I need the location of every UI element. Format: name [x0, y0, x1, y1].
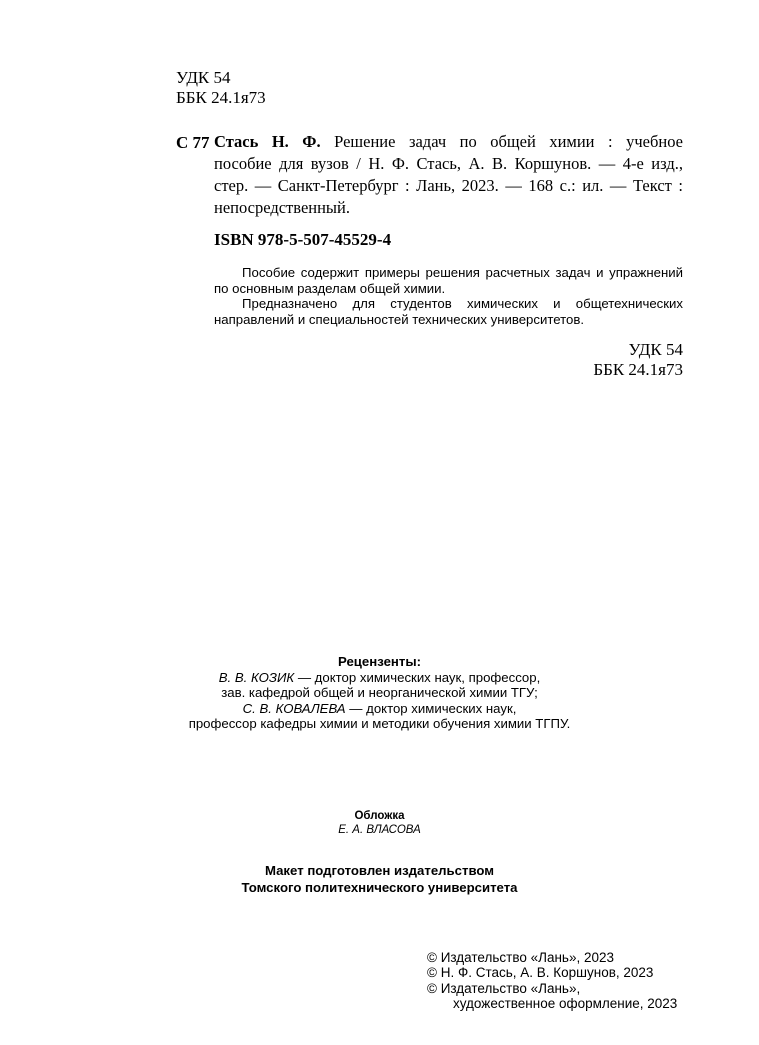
bbk-code-bottom: ББК 24.1я73: [593, 360, 683, 379]
udk-code-bottom: УДК 54: [628, 340, 683, 359]
reviewer-2-name: С. В. КОВАЛЕВА: [242, 700, 346, 716]
cover-credit: [0, 809, 759, 837]
copyright-line1: © Издательство «Лань», 2023: [427, 950, 615, 965]
abstract-p2-line2: направлений и специальностей технических университетов.: [214, 311, 585, 327]
bbk-code-top: ББК 24.1я73: [176, 88, 266, 107]
reviewer-1-line1: В. В. КОЗИК — доктор химических наук, профессор,: [218, 669, 541, 685]
abstract-p2-line1: Предназначено для студентов химических и общетехнических: [242, 296, 683, 311]
copyright-line3: © Издательство «Лань»,: [427, 980, 581, 996]
catalog-line-1: [214, 131, 683, 153]
abstract: [214, 265, 683, 327]
catalog-title: Решение задач по общей химии : учебное: [334, 132, 684, 151]
catalog-line-2: пособие для вузов / Н. Ф. Стась, А. В. Коршунов. — 4-е изд.,: [214, 154, 683, 173]
reviewers-block: [0, 654, 759, 732]
abstract-p1-line2: по основным разделам общей химии.: [214, 280, 446, 296]
reviewer-1-line2: зав. кафедрой общей и неорганической химии ТГУ;: [221, 685, 538, 701]
catalog-number: С 77: [176, 133, 210, 152]
reviewer-2-line2: профессор кафедры химии и методики обучения химии ТГПУ.: [188, 716, 571, 732]
abstract-p1-line1: Пособие содержит примеры решения расчетных задач и упражнений: [242, 265, 683, 280]
copyright-line2: © Н. Ф. Стась, А. В. Коршунов, 2023: [427, 965, 654, 981]
reviewers-title: Рецензенты:: [337, 654, 421, 669]
copyright-block: [427, 950, 677, 1011]
reviewer-2-line1: С. В. КОВАЛЕВА — доктор химических наук,: [242, 700, 517, 716]
cover-title: Обложка: [354, 810, 405, 822]
reviewer-1-name: В. В. КОЗИК: [218, 669, 295, 685]
cover-designer: Е. А. ВЛАСОВА: [338, 824, 421, 836]
isbn: ISBN 978-5-507-45529-4: [214, 230, 392, 249]
catalog-line-3: стер. — Санкт-Петербург : Лань, 2023. — 168 с.: ил. — Текст :: [214, 176, 683, 195]
publisher-note-line1: Макет подготовлен издательством: [264, 863, 495, 878]
catalog-line-4: непосредственный.: [214, 198, 350, 217]
catalog-entry: [214, 131, 683, 219]
publisher-note: [0, 862, 759, 896]
copyright-line4: художественное оформление, 2023: [453, 995, 678, 1011]
publisher-note-line2: Томского политехнического университета: [241, 880, 518, 895]
udk-code-top: УДК 54: [176, 68, 231, 87]
catalog-author: Стась Н. Ф.: [214, 132, 321, 151]
